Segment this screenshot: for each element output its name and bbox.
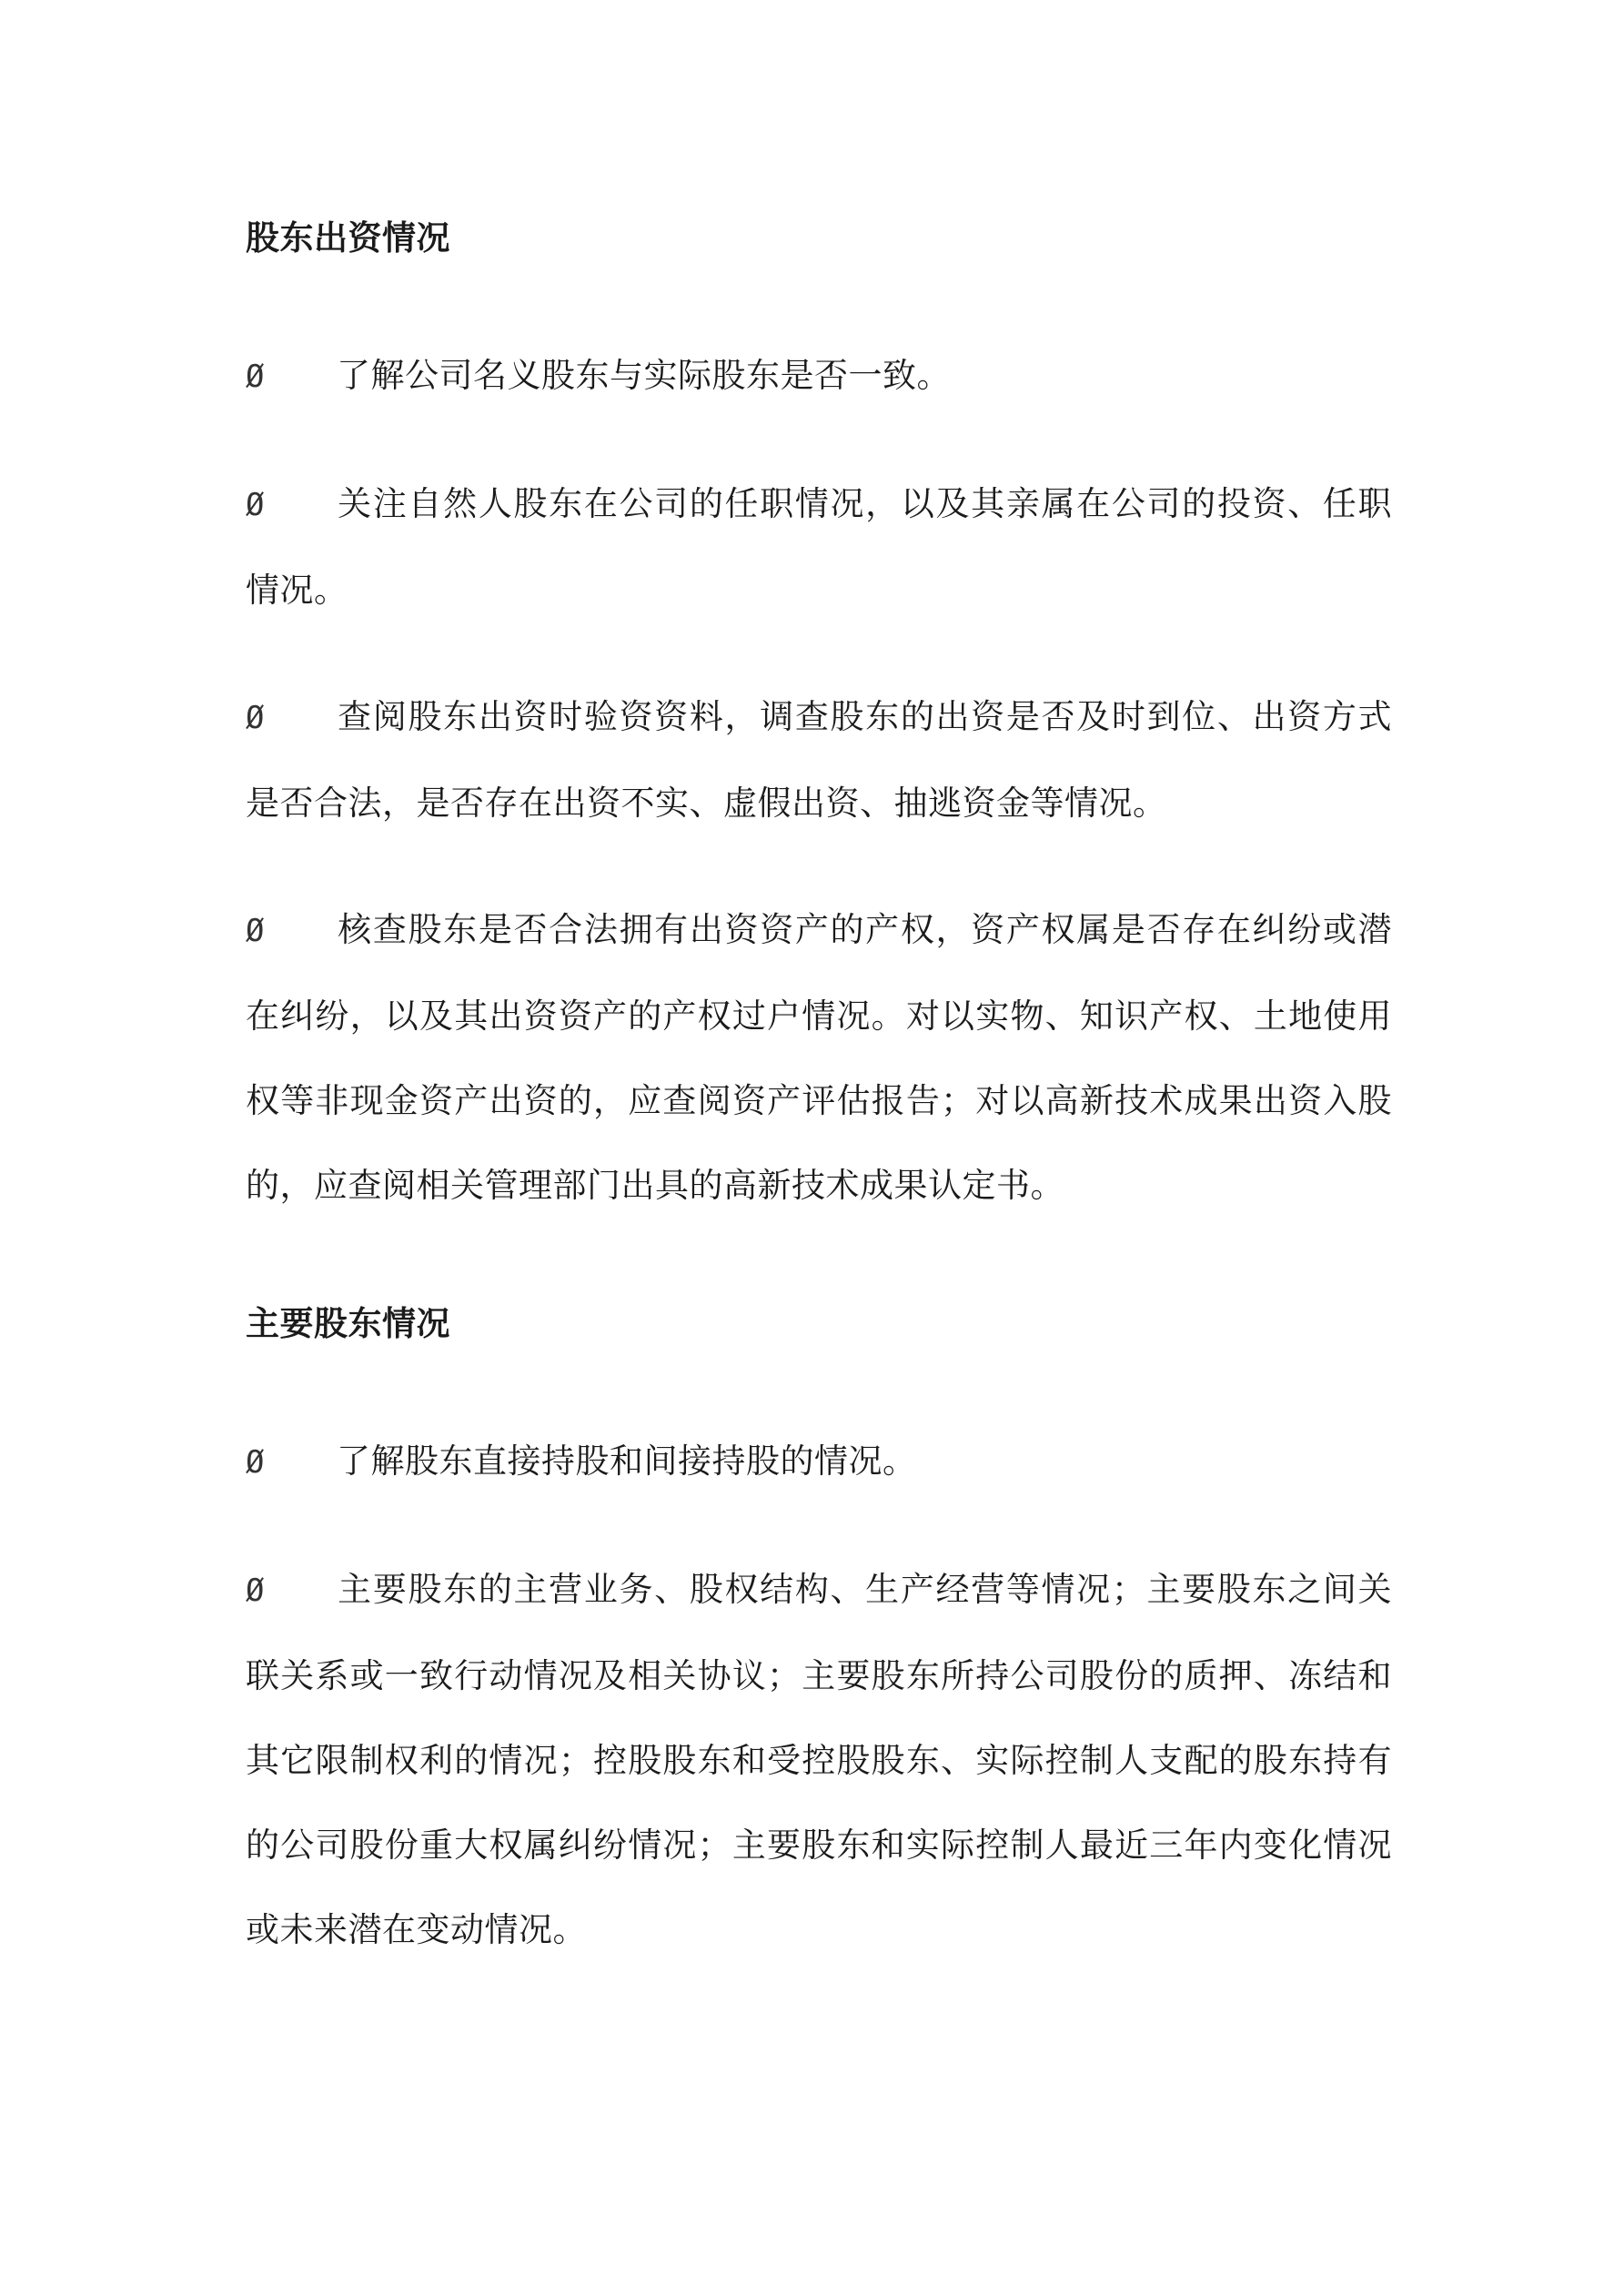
section-heading-capital-contribution: 股东出资情况 [246,217,450,258]
list-item-text: 了解公司名义股东与实际股东是否一致。 [337,356,951,395]
document-body [246,215,1392,1972]
list-item-text: 核查股东是否合法拥有出资资产的产权，资产权属是否存在纠纷或潜在纠纷，以及其出资资产的产权过户情况。对以实物、知识产权、土地使用权等非现金资产出资的，应查阅资产评估报告；对以高新技术成果出资入股的，应查阅相关管理部门出具的高新技术成果认定书。 [246,910,1392,1205]
list-item-text: 主要股东的主营业务、股权结构、生产经营等情况；主要股东之间关联关系或一致行动情况及相关协议；主要股东所持公司股份的质押、冻结和其它限制权利的情况；控股股东和受控股股东、实际控制人支配的股东持有的公司股份重大权属纠纷情况；主要股东和实际控制人最近三年内变化情况或未来潜在变动情况。 [246,1570,1392,1949]
list-item-text: 查阅股东出资时验资资料，调查股东的出资是否及时到位、出资方式是否合法，是否存在出资不实、虚假出资、抽逃资金等情况。 [246,697,1392,823]
bullet-icon: Ø [246,700,265,736]
bullet-icon: Ø [246,913,265,949]
list-item [246,1419,1392,1505]
bullet-icon: Ø [246,1573,265,1609]
bullet-icon: Ø [246,1444,265,1481]
list-item [246,461,1392,632]
list-item [246,674,1392,845]
list-item [246,1547,1392,1972]
list-item-text: 关注自然人股东在公司的任职情况，以及其亲属在公司的投资、任职情况。 [246,484,1392,610]
section-heading-major-shareholders: 主要股东情况 [246,1303,450,1343]
list-item [246,887,1392,1228]
list-item-text: 了解股东直接持股和间接持股的情况。 [337,1441,917,1481]
bullet-icon: Ø [246,359,265,395]
bullet-icon: Ø [246,487,265,523]
list-item [246,333,1392,420]
